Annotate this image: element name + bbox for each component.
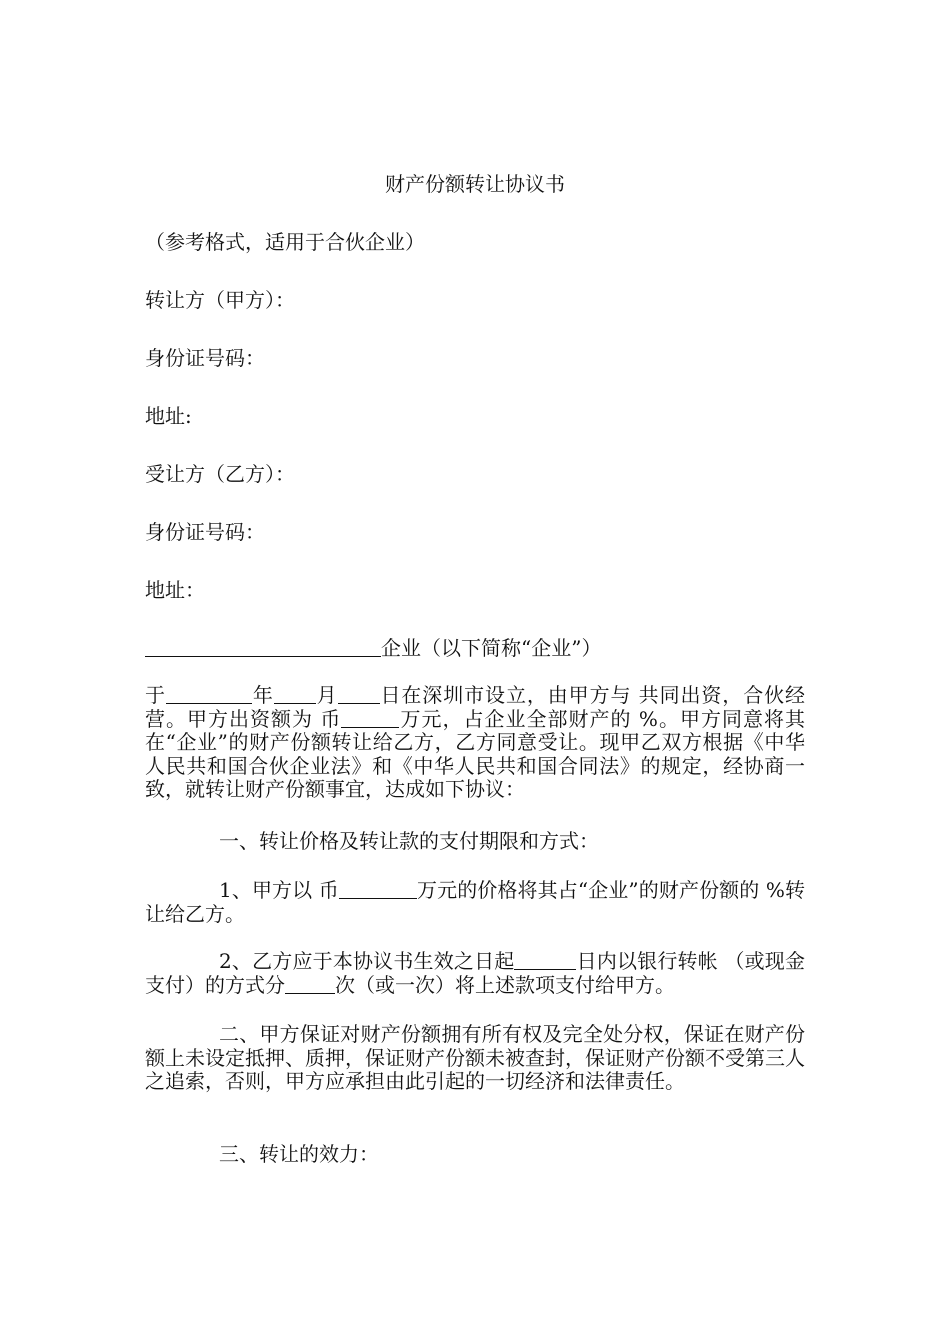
party-b-id-label: 身份证号码： — [145, 520, 265, 544]
enterprise-line — [145, 635, 601, 661]
clause2-text-3: 次（或一次）将上述款项支付给甲方。 — [335, 972, 675, 997]
party-a-address-label: 地址: — [145, 404, 192, 428]
clause-1 — [145, 879, 805, 926]
intro-text-4: 日在深圳市设立，由甲方与 共同出资，合伙经营。甲方出资额为 币 — [145, 683, 806, 731]
clause1-text-2: 万元的价格将其占“企业”的财产份额的 %转让给乙方。 — [145, 878, 805, 926]
section1-heading: 一、转让价格及转让款的支付期限和方式： — [219, 829, 599, 853]
clause2-text-1: 2、乙方应于本协议书生效之日起 — [219, 949, 515, 973]
amount-blank — [341, 709, 399, 728]
clause2-text-2: 日内以银行转帐 （或现金支付）的方式分 — [145, 949, 805, 997]
document-title: 财产份额转让协议书 — [385, 172, 565, 196]
enterprise-line-suffix: 企业（以下简称“企业”） — [381, 636, 602, 660]
section-2: 二、甲方保证对财产份额拥有所有权及完全处分权，保证在财产份额上未设定抵押、质押，保证财产份额未被查封，保证财产份额不受第三人之追索，否则，甲方应承担由此引起的一切经济和法律责任。 — [145, 1022, 805, 1093]
party-b-address-label: 地址： — [145, 578, 205, 602]
clause-2 — [145, 950, 805, 997]
intro-text-3: 月 — [315, 683, 338, 707]
month-blank — [274, 685, 316, 704]
days-blank — [514, 951, 576, 970]
intro-paragraph — [145, 684, 805, 802]
enterprise-name-blank — [145, 638, 381, 657]
section3-heading: 三、转让的效力： — [219, 1142, 379, 1166]
intro-text-5: 万元，占企业全部财产的 %。甲方同意将其在“企业”的财产份额转让给乙方，乙方同意受让。现甲乙双方根据《中华人民共和国合伙企业法》和《中华人民共和国合同法》的规定，经协商一致，就转让财产份额事宜，达成如下协议： — [145, 706, 805, 801]
document-subtitle: （参考格式，适用于合伙企业） — [145, 230, 425, 254]
installments-blank — [285, 975, 335, 994]
day-blank — [338, 685, 380, 704]
year-blank — [166, 685, 252, 704]
party-a-label: 转让方（甲方）： — [145, 288, 295, 312]
clause1-text-1: 1、甲方以 币 — [219, 878, 339, 902]
price-blank — [339, 880, 417, 899]
party-b-label: 受让方（乙方）： — [145, 462, 295, 486]
party-a-id-label: 身份证号码： — [145, 346, 265, 370]
intro-text-1: 于 — [145, 683, 166, 707]
intro-text-2: 年 — [251, 683, 274, 707]
